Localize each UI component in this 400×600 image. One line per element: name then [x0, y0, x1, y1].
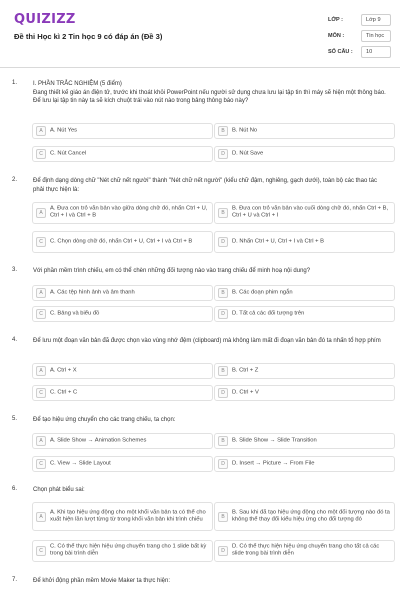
- option-letter: D: [218, 237, 228, 247]
- question-text: Để lưu một đoạn văn bản đã được chọn vào vùng nhớ đệm (clipboard) mà không làm mất đi đoạn văn bản đó ta nhấn tổ hợp phím: [33, 338, 381, 344]
- meta-class-value: Lớp 9: [361, 14, 391, 26]
- option-5b[interactable]: [214, 433, 395, 449]
- option-4a[interactable]: [32, 363, 213, 379]
- question-text: I. PHẦN TRẮC NGHIỆM (5 điểm) Đang thiết kế giáo án điện tử, trước khi thoát khỏi PowerPoint nếu người sử dụng chưa lưu lại tập tin thì máy sẽ hiện một thông báo. Để lưu lại tập tin này ta sẽ kích chuột trái vào nút nào trong bảng thông báo này?: [33, 81, 386, 105]
- meta-count-value: 10: [361, 46, 391, 58]
- meta-class-label: LỚP :: [328, 17, 343, 23]
- option-letter: C: [36, 309, 46, 319]
- option-4d[interactable]: [214, 385, 395, 401]
- question-number: 3.: [12, 267, 18, 273]
- question-text: Để định dạng dòng chữ "Nét chữ nết người" thành "Nét chữ nết người" (kiểu chữ đậm, nghiêng, gạch dưới), toàn bộ các thao tác phải thực hiện là:: [33, 178, 377, 193]
- option-1c[interactable]: [32, 146, 213, 162]
- question-text: Để khởi động phần mềm Movie Maker ta thực hiện:: [33, 578, 171, 584]
- option-4b[interactable]: [214, 363, 395, 379]
- question-number: 7.: [12, 577, 18, 583]
- option-letter: C: [36, 388, 46, 398]
- option-letter: A: [36, 208, 46, 218]
- option-1d[interactable]: [214, 146, 395, 162]
- option-letter: D: [218, 388, 228, 398]
- option-1a[interactable]: [32, 123, 213, 139]
- option-letter: A: [36, 288, 46, 298]
- option-text: A. Slide Show → Animation Schemes: [50, 437, 147, 444]
- option-5d[interactable]: [214, 456, 395, 472]
- option-text: B. Sau khi đã tạo hiệu ứng động cho một đối tượng nào đó ta không thể thay đổi kiểu hiệu ứng cho đối tượng đó: [232, 509, 390, 523]
- option-text: A. Ctrl + X: [50, 367, 77, 374]
- option-6c[interactable]: [32, 540, 213, 562]
- option-letter: D: [218, 546, 228, 556]
- worksheet-title: Đề thi Học kì 2 Tin học 9 có đáp án (Đề 3): [14, 32, 163, 41]
- question-text: Chọn phát biểu sai:: [33, 487, 85, 493]
- option-text: D. Tất cả các đối tượng trên: [232, 310, 305, 317]
- question-number: 2.: [12, 177, 18, 183]
- option-6d[interactable]: [214, 540, 395, 562]
- option-text: D. Insert → Picture → From File: [232, 460, 315, 467]
- option-3a[interactable]: [32, 285, 213, 301]
- option-text: D. Nút Save: [232, 150, 264, 157]
- meta-subject-label: MÔN :: [328, 33, 345, 39]
- option-2b[interactable]: [214, 202, 395, 224]
- option-letter: C: [36, 237, 46, 247]
- option-text: A. Nút Yes: [50, 127, 78, 134]
- option-text: D. Ctrl + V: [232, 389, 259, 396]
- question-number: 4.: [12, 337, 18, 343]
- option-text: B. Slide Show → Slide Transition: [232, 437, 317, 444]
- option-letter: D: [218, 149, 228, 159]
- option-2d[interactable]: [214, 231, 395, 253]
- option-1b[interactable]: [214, 123, 395, 139]
- option-text: C. Ctrl + C: [50, 389, 78, 396]
- option-letter: B: [218, 366, 228, 376]
- option-text: B. Ctrl + Z: [232, 367, 259, 374]
- option-letter: C: [36, 149, 46, 159]
- quizizz-logo: QUIZIZZ: [14, 12, 76, 27]
- option-letter: D: [218, 459, 228, 469]
- option-letter: C: [36, 459, 46, 469]
- option-letter: B: [218, 436, 228, 446]
- option-text: C. Bảng và biểu đồ: [50, 310, 100, 317]
- option-letter: B: [218, 126, 228, 136]
- option-5a[interactable]: [32, 433, 213, 449]
- meta-count: [324, 46, 392, 59]
- question-number: 1.: [12, 80, 18, 86]
- option-letter: B: [218, 512, 228, 522]
- worksheet-header: [0, 0, 400, 68]
- option-text: C. Có thể thực hiện hiệu ứng chuyển trang cho 1 slide bất kỳ trong bài trình diễn: [50, 543, 207, 557]
- option-letter: A: [36, 126, 46, 136]
- option-text: C. Nút Cancel: [50, 150, 87, 157]
- option-text: D. Nhấn Ctrl + U, Ctrl + I và Ctrl + B: [232, 238, 324, 245]
- option-2a[interactable]: [32, 202, 213, 224]
- option-text: A. Đưa con trỏ văn bản vào giữa dòng chữ đó, nhấn Ctrl + U, Ctrl + I và Ctrl + B: [50, 205, 208, 219]
- option-4c[interactable]: [32, 385, 213, 401]
- option-text: A. Khi tạo hiệu ứng động cho một khối văn bản ta có thể cho xuất hiện lần lượt từng từ trong khối văn bản khi trình chiếu: [50, 509, 206, 523]
- question-text: Với phần mềm trình chiếu, em có thể chèn những đối tượng nào vào trang chiếu để minh hoạ nội dung?: [33, 268, 311, 274]
- option-6b[interactable]: [214, 502, 395, 531]
- option-letter: B: [218, 208, 228, 218]
- option-3c[interactable]: [32, 306, 213, 322]
- option-letter: A: [36, 512, 46, 522]
- question-text: Để tạo hiệu ứng chuyển cho các trang chiếu, ta chọn:: [33, 417, 176, 423]
- option-text: A. Các tệp hình ảnh và âm thanh: [50, 289, 135, 296]
- question-number: 6.: [12, 486, 18, 492]
- option-3d[interactable]: [214, 306, 395, 322]
- option-letter: D: [218, 309, 228, 319]
- meta-class: [324, 14, 392, 27]
- option-letter: C: [36, 546, 46, 556]
- option-letter: A: [36, 436, 46, 446]
- meta-subject: [324, 30, 392, 43]
- option-letter: B: [218, 288, 228, 298]
- option-2c[interactable]: [32, 231, 213, 253]
- meta-subject-value: Tin học: [361, 30, 391, 42]
- option-text: C. View → Slide Layout: [50, 460, 111, 467]
- option-text: B. Các đoạn phim ngắn: [232, 289, 293, 296]
- question-number: 5.: [12, 416, 18, 422]
- meta-count-label: SỐ CÂU :: [328, 49, 353, 55]
- option-5c[interactable]: [32, 456, 213, 472]
- option-text: B. Nút No: [232, 127, 258, 134]
- option-text: B. Đưa con trỏ văn bản vào cuối dòng chữ đó, nhấn Ctrl + B, Ctrl + U và Ctrl + I: [232, 205, 389, 219]
- option-6a[interactable]: [32, 502, 213, 531]
- option-3b[interactable]: [214, 285, 395, 301]
- option-letter: A: [36, 366, 46, 376]
- option-text: C. Chọn dòng chữ đó, nhấn Ctrl + U, Ctrl + I và Ctrl + B: [50, 238, 193, 245]
- option-text: D. Có thể thực hiện hiệu ứng chuyển trang cho tất cả các slide trong bài trình diễn: [232, 543, 380, 557]
